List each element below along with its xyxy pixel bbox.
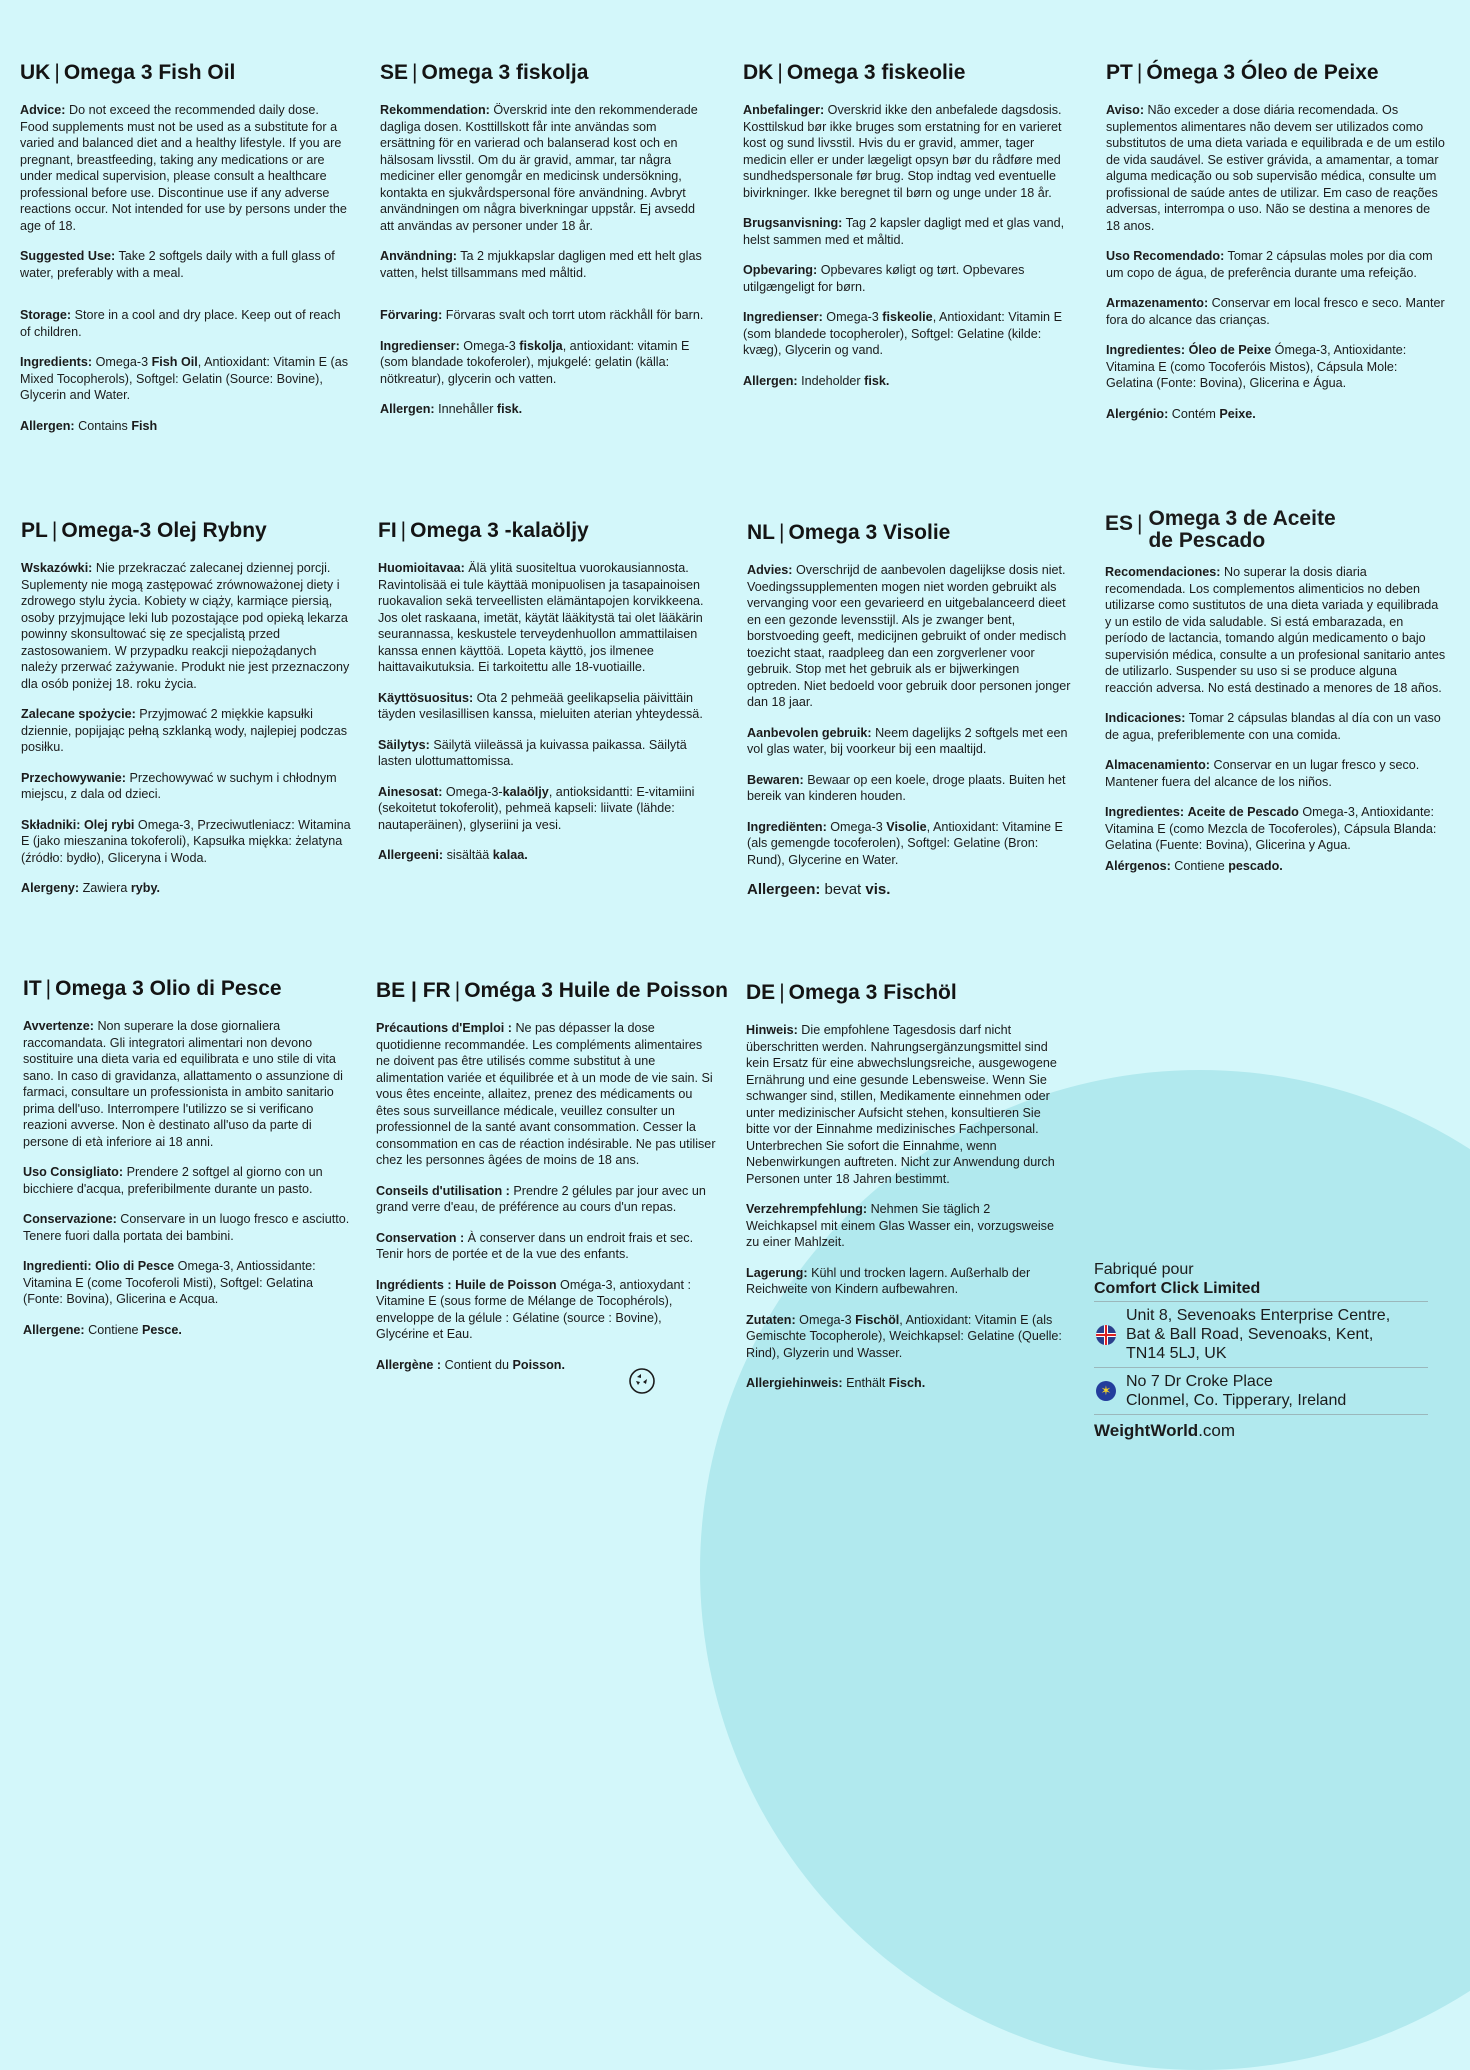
allergen-text: Allergène : Contient du Poisson. [376, 1357, 565, 1372]
language-code: ES [1105, 512, 1134, 535]
advice-text: Rekommendation: Överskrid inte den rekommenderade dagliga dosen. Kosttillskott får inte användas som ersättning för en varierad och balanserad kost och en hälsosam livsstil. Om du är gravid, ammar, tar några mediciner eller genomgår en medicinsk undersökning, kontakta en sjukvårdspersonal före användning. Avbryt användningen om några biverkningar uppstår. Ej avsedd att användas av personer under 18 år. [380, 103, 698, 233]
ie-address [1094, 1368, 1428, 1414]
ingredients-text: Ingredientes: Aceite de Pescado Omega-3, Antioxidante: Vitamina E (como Mezcla de Tocoferoles), Cápsula Blanda: Gelatina (Fuente: Bovina), Glicerina y Agua. [1105, 805, 1437, 852]
panel-de [746, 980, 1064, 1406]
panel-uk [20, 60, 350, 448]
language-code: NL [747, 521, 775, 544]
uk-flag-icon [1096, 1325, 1116, 1345]
allergen-text: Alergeny: Zawiera ryby. [21, 881, 161, 895]
ingredients-text: Ingredienser: Omega-3 fiskolja, antioxidant: vitamin E (som blandade tokoferoler), mjukgelé: gelatin (källa: nötkreatur), glycerin och vatten. [380, 338, 690, 386]
eu-flag-icon: ✶ [1096, 1381, 1116, 1401]
language-code: DK [743, 61, 774, 84]
company-name: Comfort Click Limited [1094, 1280, 1261, 1297]
use-text: Conseils d'utilisation : Prendre 2 gélules par jour avec un grand verre d'eau, de préférence au cours d'un repas. [376, 1183, 706, 1214]
language-code: UK [20, 61, 51, 84]
product-name: Omega 3 de Aceite de Pescado [1148, 507, 1336, 552]
use-text: Suggested Use: Take 2 softgels daily with a full glass of water, preferably with a meal. [20, 249, 335, 280]
uk-address-line: TN14 5LJ, UK [1126, 1345, 1227, 1362]
panel-pt [1106, 60, 1446, 436]
ingredients-text: Ingredienser: Omega-3 fiskeolie, Antioxidant: Vitamin E (som blandede tocopheroler), Softgel: Gelatine (kilde: kvæg), Glycerin og vand. [743, 310, 1062, 357]
use-text: Uso Recomendado: Tomar 2 cápsulas moles por dia com um copo de água, de preferência durante uma refeição. [1106, 249, 1433, 280]
storage-text: Bewaren: Bewaar op een koele, droge plaats. Buiten het bereik van kinderen houden. [747, 772, 1066, 803]
language-code: SE [380, 61, 409, 84]
panel-se [380, 60, 712, 432]
use-text: Uso Consigliato: Prendere 2 softgel al giorno con un bicchiere d'acqua, preferibilmente durante un pasto. [23, 1165, 323, 1196]
panel-title: DE | Omega 3 Fischöl [746, 981, 957, 1004]
panel-nl [747, 520, 1072, 913]
advice-text: Hinweis: Die empfohlene Tagesdosis darf nicht überschritten werden. Nahrungsergänzungsmittel sind kein Ersatz für eine abwechslungsreiche, ausgewogene Ernährung und eine gesunde Lebensweise. Wenn Sie schwanger sind, stillen, Medikamente einnehmen oder unter medizinischer Aufsicht stehen, konsultieren Sie bitte vor der Einnahme medizinisches Fachpersonal. Unterbrechen Sie sofort die Einnahme, wenn Nebenwirkungen auftreten. Nicht zur Anwendung durch Personen unter 18 Jahren bestimmt. [746, 1023, 1057, 1186]
ingredients-text: Ingredienti: Olio di Pesce Omega-3, Antiossidante: Vitamina E (come Tocoferoli Misti), Softgel: Gelatina (Fonte: Bovina), Glicerina e Acqua. [23, 1259, 316, 1306]
use-text: Indicaciones: Tomar 2 cápsulas blandas al día con un vaso de agua, preferiblemente con una comida. [1105, 711, 1441, 742]
advice-text: Précautions d'Emploi : Ne pas dépasser la dose quotidienne recommandée. Les compléments alimentaires ne doivent pas être utilisés comme substitut à une alimentation variée et équilibrée et à un mode de vie sain. Si vous êtes enceinte, allaitez, prenez des médicaments ou êtes sous surveillance médicale, veuillez consulter un professionnel de la santé avant consommation. Cesser la consommation en cas de réaction indésirable. Ne pas utiliser chez les personnes âgées de moins de 18 ans. [376, 1021, 716, 1167]
advice-text: Avvertenze: Non superare la dose giornaliera raccomandata. Gli integratori alimentari non devono sostituire una dieta varia ed equilibrata e uno stile di vita sano. In caso di gravidanza, allattamento o assunzione di farmaci, consultare un professionista in ambito sanitario prima dell'uso. Interrompere l'utilizzo se si verificano reazioni avverse. Non è destinato all'uso da parte di persone di età inferiore ai 18 anni. [23, 1019, 343, 1149]
website-brand: WeightWorld [1094, 1421, 1199, 1440]
ingredients-text: Zutaten: Omega-3 Fischöl, Antioxidant: Vitamin E (als Gemischte Tocopherole), Weichkapsel: Gelatine (Quelle: Rind), Glyzerin und Wasser. [746, 1312, 1062, 1360]
storage-text: Almacenamiento: Conservar en un lugar fresco y seco. Mantener fuera del alcance de los niños. [1105, 758, 1420, 789]
ingredients-text: Ingredients: Omega-3 Fish Oil, Antioxidant: Vitamin E (as Mixed Tocopherols), Softgel: Gelatin (Source: Bovine), Glycerin and Water. [20, 355, 349, 402]
product-name: Omega 3 Fischöl [788, 981, 957, 1004]
advice-text: Recomendaciones: No superar la dosis diaria recomendada. Los complementos alimenticios no deben utilizarse como sustitutos de una dieta variada y equilibrada y un estilo de vida saludable. Si está embarazada, en período de lactancia, tomando algún medicamento o bajo supervisión médica, consulte a un profesional sanitario antes de utilizarlo. Suspender su uso si se produce alguna reacción adversa. No está destinado a menores de 18 años. [1105, 565, 1446, 695]
storage-text: Conservation : À conserver dans un endroit frais et sec. Tenir hors de portée et de la vue des enfants. [376, 1230, 694, 1261]
allergen-text: Allergeen: bevat vis. [747, 881, 891, 898]
advice-text: Advies: Overschrijd de aanbevolen dagelijkse dosis niet. Voedingssupplementen mogen niet worden gebruikt als vervanging voor een gevarieerd en uitgebalanceerd dieet en een gezonde levensstijl. Als je zwanger bent, borstvoeding geeft, medicijnen gebruikt of onder medisch toezicht staat, raadpleeg dan een zorgverlener voor gebruik. Stop met het gebruik als er bijwerkingen optreden. Niet bedoeld voor gebruik door personen jonger dan 18 jaar. [747, 563, 1071, 709]
ingredients-text: Ingredientes: Óleo de Peixe Ómega-3, Antioxidante: Vitamina E (como Tocoferóis Mistos), Cápsula Mole: Gelatina (Fonte: Bovina), Glicerina e Água. [1106, 343, 1407, 390]
language-code: PL [21, 519, 48, 542]
product-name: Omega 3 Visolie [788, 521, 951, 544]
made-for-label: Fabriqué pour [1094, 1261, 1194, 1278]
panel-fr [376, 978, 728, 1387]
panel-title: SE | Omega 3 fiskolja [380, 61, 589, 84]
advice-text: Advice: Do not exceed the recommended daily dose. Food supplements must not be used as a substitute for a varied and balanced diet and a healthy lifestyle. If you are pregnant, breastfeeding, taking any medications or are under medical supervision, please consult a healthcare professional before use. Discontinue use if any adverse reactions occur. Not intended for use by persons under the age of 18. [20, 103, 347, 233]
product-name: Ómega 3 Óleo de Peixe [1146, 61, 1379, 84]
allergen-text: Allergen: Contains Fish [20, 418, 158, 433]
panel-title: PL | Omega-3 Olej Rybny [21, 519, 267, 542]
uk-address-line: Bat & Ball Road, Sevenoaks, Kent, [1126, 1326, 1374, 1343]
panel-title: PT | Ómega 3 Óleo de Peixe [1106, 61, 1379, 84]
allergen-text: Alergénio: Contém Peixe. [1106, 406, 1256, 421]
allergen-text: Allergeeni: sisältää kalaa. [378, 848, 528, 862]
advice-text: Huomioitavaa: Älä ylitä suositeltua vuorokausiannosta. Ravintolisää ei tule käyttää monipuolisen ja tasapainoisen ruokavalion sekä terveellisten elämäntapojen korvikkeena. Jos olet raskaana, imetät, käytät lääkitystä tai olet lääkärin seurannassa, keskustele terveydenhuollon ammattilaisen kanssa ennen käyttöä. Lopeta käyttö, jos ilmenee haittavaikutuksia. Ei tarkoitettu alle 18-vuotiaille. [378, 561, 704, 674]
panel-fi [378, 518, 712, 878]
language-code: PT [1106, 61, 1133, 84]
storage-text: Armazenamento: Conservar em local fresco e seco. Manter fora do alcance das crianças. [1106, 296, 1445, 327]
uk-address-line: Unit 8, Sevenoaks Enterprise Centre, [1126, 1307, 1391, 1324]
use-text: Aanbevolen gebruik: Neem dagelijks 2 softgels met een vol glas water, bij voorkeur bij een maaltijd. [747, 725, 1068, 756]
panel-title: FI | Omega 3 -kalaöljy [378, 519, 589, 542]
use-text: Användning: Ta 2 mjukkapslar dagligen med ett helt glas vatten, helst tillsammans med måltid. [380, 249, 702, 280]
allergen-text: Allergen: Indeholder fisk. [743, 373, 890, 388]
panel-title: IT | Omega 3 Olio di Pesce [23, 977, 282, 1000]
product-name: Oméga 3 Huile de Poisson [464, 979, 728, 1002]
ingredients-text: Składniki: Olej rybi Omega-3, Przeciwutleniacz: Witamina E (jako mieszanina tokoferoli), Kapsułka miękka: żelatyna (źródło: bydło), Gliceryna i Woda. [21, 817, 351, 865]
language-code: IT [23, 977, 42, 1000]
ingredients-text: Ingrédients : Huile de Poisson Oméga-3, antioxydant : Vitamine E (sous forme de Mélange de Tocophérols), enveloppe de la gélule : Gélatine (source : Bovine), Glycérine et Eau. [376, 1277, 691, 1341]
storage-text: Förvaring: Förvaras svalt och torrt utom räckhåll för barn. [380, 308, 704, 322]
divider [1094, 1414, 1428, 1415]
language-code: FI [378, 519, 397, 542]
advice-text: Aviso: Não exceder a dose diária recomendada. Os suplementos alimentares não devem ser utilizados como substitutos de uma dieta variada e equilibrada e de um estilo de vida saudável. Se estiver grávida, a amamentar, a tomar alguma medicação ou sob supervisão médica, consulte um profissional de saúde antes de utilizar. Em caso de reações adversas, interrompa o uso. Não se destina a menores de 18 anos. [1106, 103, 1445, 233]
ie-address-line: No 7 Dr Croke Place [1126, 1373, 1273, 1390]
advice-text: Wskazówki: Nie przekraczać zalecanej dziennej porcji. Suplementy nie mogą zastępować zrównoważonej diety i zdrowego stylu życia. Kobiety w ciąży, karmiące piersią, osoby przyjmujące leki lub pozostające pod opieką lekarza powinny skonsultować się ze specjalistą przed zastosowaniem. W przypadku reakcji niepożądanych należy przerwać zażywanie. Produkt nie jest przeznaczony dla osób poniżej 18. roku życia. [21, 561, 350, 691]
storage-text: Säilytys: Säilytä viileässä ja kuivassa paikassa. Säilytä lasten ulottumattomissa. [378, 737, 687, 768]
allergen-text: Allergiehinweis: Enthält Fisch. [746, 1376, 926, 1390]
product-name: Omega 3 Olio di Pesce [55, 977, 282, 1000]
website [1094, 1419, 1428, 1443]
panel-pl [21, 518, 351, 911]
panel-dk [743, 60, 1081, 403]
storage-text: Conservazione: Conservare in un luogo fresco e asciutto. Tenere fuori dalla portata dei bambini. [23, 1212, 350, 1243]
storage-text: Opbevaring: Opbevares køligt og tørt. Opbevares utilgængeligt for børn. [743, 263, 1025, 294]
allergen-text: Allergene: Contiene Pesce. [23, 1322, 182, 1337]
advice-text: Anbefalinger: Overskrid ikke den anbefalede dagsdosis. Kosttilskud bør ikke bruges som erstatning for en varieret kost og sund livsstil. Hvis du er gravid, ammer, tager medicin eller er under lægeligt opsyn bør du rådføre med sundhedspersonale før brug. Stop indtag ved eventuelle bivirkninger. Ikke beregnet til børn og unge under 18 år. [743, 103, 1062, 200]
use-text: Zalecane spożycie: Przyjmować 2 miękkie kapsułki dziennie, popijając pełną szklanką wody, najlepiej podczas posiłku. [21, 707, 348, 754]
uk-address [1094, 1302, 1428, 1367]
storage-text: Lagerung: Kühl und trocken lagern. Außerhalb der Reichweite von Kindern aufbewahren. [746, 1265, 1031, 1296]
ingredients-text: Ainesosat: Omega-3-kalaöljy, antioksidantti: E-vitamiini (sekoitetut tokoferolit), pehmeä kapseli: liivate (lähde: nautaperäinen), glyseriini ja vesi. [378, 784, 695, 832]
panel-title: NL | Omega 3 Visolie [747, 521, 951, 544]
panel-title: UK | Omega 3 Fish Oil [20, 61, 236, 84]
panel-es [1105, 508, 1447, 888]
product-name: Omega 3 fiskolja [421, 61, 589, 84]
product-name: Omega 3 fiskeolie [786, 61, 966, 84]
manufacturer-info [1094, 1260, 1428, 1443]
product-name: Omega-3 Olej Rybny [61, 519, 267, 542]
language-code: BE | FR [376, 979, 451, 1002]
product-name: Omega 3 -kalaöljy [410, 519, 589, 542]
ingredients-text: Ingrediënten: Omega-3 Visolie, Antioxidant: Vitamine E (als gemengde tocoferolen), Softgel: Gelatine (Bron: Rund), Glycerine en Water. [747, 819, 1063, 867]
use-text: Käyttösuositus: Ota 2 pehmeää geelikapselia päivittäin täyden vesilasillisen kanssa, mieluiten aterian yhteydessä. [378, 690, 703, 721]
website-tld: .com [1198, 1421, 1236, 1440]
panel-title: BE | FR | Oméga 3 Huile de Poisson [376, 979, 728, 1002]
panel-title: ES | Omega 3 de Aceite de Pescado [1105, 507, 1336, 552]
allergen-text: Alérgenos: Contiene pescado. [1105, 858, 1283, 873]
ie-address-line: Clonmel, Co. Tipperary, Ireland [1126, 1392, 1347, 1409]
language-code: DE [746, 981, 776, 1004]
storage-text: Przechowywanie: Przechowywać w suchym i chłodnym miejscu, z dala od dzieci. [21, 770, 337, 801]
use-text: Verzehrempfehlung: Nehmen Sie täglich 2 Weichkapsel mit einem Glas Wasser ein, vorzugsweise zu einer Mahlzeit. [746, 1202, 1054, 1249]
panel-title: DK | Omega 3 fiskeolie [743, 61, 966, 84]
use-text: Brugsanvisning: Tag 2 kapsler dagligt med et glas vand, helst sammen med et måltid. [743, 216, 1065, 247]
allergen-text: Allergen: Innehåller fisk. [380, 402, 523, 416]
storage-text: Storage: Store in a cool and dry place. Keep out of reach of children. [20, 308, 341, 339]
recycling-symbol-icon [628, 1367, 656, 1395]
product-name: Omega 3 Fish Oil [63, 61, 236, 84]
panel-it [23, 976, 353, 1352]
